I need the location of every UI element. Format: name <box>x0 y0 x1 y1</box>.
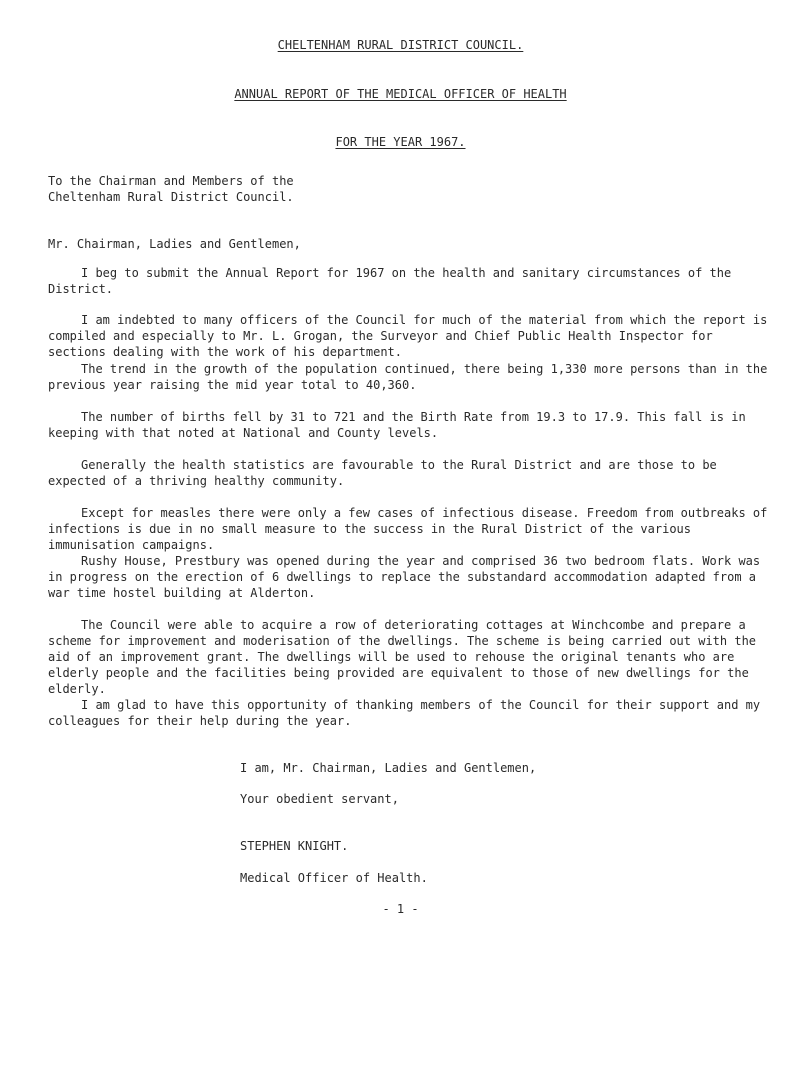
salutation: Mr. Chairman, Ladies and Gentlemen, <box>48 237 301 251</box>
paragraph-5: Generally the health statistics are favourable to the Rural District and are those to be expected of a thriving healthy community. <box>48 458 717 488</box>
paragraph-7: Rushy House, Prestbury was opened during the year and comprised 36 two bedroom flats. Work was in progress on the erection of 6 dwellings to replace the substandard accommodation adapted from a war time hostel building at Alderton. <box>48 554 761 600</box>
report-year: FOR THE YEAR 1967. <box>335 135 466 149</box>
page-number: - 1 - <box>382 902 419 916</box>
paragraph-2: I am indebted to many officers of the Council for much of the material from which the report is compiled and especially to Mr. L. Grogan, the Surveyor and Chief Public Health Inspector for sections dealing with the work of his department. <box>48 313 768 359</box>
closing-line: I am, Mr. Chairman, Ladies and Gentlemen, <box>240 761 537 775</box>
paragraph-9: I am glad to have this opportunity of thanking members of the Council for their support and my colleagues for their help during the year. <box>48 698 761 728</box>
report-subtitle: ANNUAL REPORT OF THE MEDICAL OFFICER OF HEALTH <box>234 87 567 101</box>
paragraph-4: The number of births fell by 31 to 721 and the Birth Rate from 19.3 to 17.9. This fall is in keeping with that noted at National and County levels. <box>48 410 746 440</box>
paragraph-8: The Council were able to acquire a row of deteriorating cottages at Winchcombe and prepare a scheme for improvement and moderisation of the dwellings. The scheme is being carried out with the aid of an improvement grant. The dwellings will be used to rehouse the original tenants who are elderly people and the facilities being provided are equivalent to those of new dwellings for the elderly. <box>48 618 757 696</box>
paragraph-1: I beg to submit the Annual Report for 1967 on the health and sanitary circumstances of the District. <box>48 266 732 296</box>
addressee <box>48 173 768 205</box>
addressee-line-2: Cheltenham Rural District Council. <box>48 190 294 204</box>
signatory-title: Medical Officer of Health. <box>240 871 428 885</box>
council-title: CHELTENHAM RURAL DISTRICT COUNCIL. <box>277 38 524 52</box>
paragraph-6: Except for measles there were only a few cases of infectious disease. Freedom from outbreaks of infections is due in no small measure to the success in the Rural District of the various immunisation campaigns. <box>48 506 768 552</box>
addressee-line-1: To the Chairman and Members of the <box>48 174 294 188</box>
valediction: Your obedient servant, <box>240 792 399 806</box>
signatory-name: STEPHEN KNIGHT. <box>240 839 349 853</box>
paragraph-3: The trend in the growth of the population continued, there being 1,330 more persons than in the previous year raising the mid year total to 40,360. <box>48 362 768 392</box>
